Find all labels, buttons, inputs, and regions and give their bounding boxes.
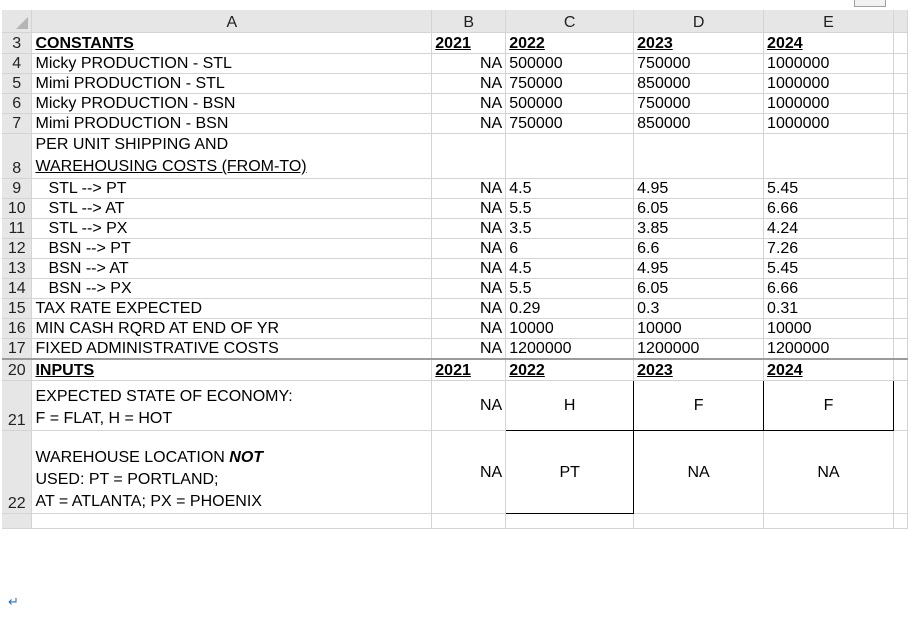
cell[interactable]: 1200000 [506, 339, 634, 360]
row-header[interactable]: 5 [2, 74, 32, 94]
cell[interactable]: NA [432, 199, 506, 219]
cell[interactable] [506, 514, 634, 529]
cell[interactable]: 500000 [506, 94, 634, 114]
row-header[interactable]: 21 [2, 381, 32, 431]
input-cell-economy-2022[interactable]: H [506, 381, 634, 431]
cell[interactable]: 5.45 [764, 259, 894, 279]
row-header[interactable]: 17 [2, 339, 32, 360]
cell[interactable]: 2021 [432, 33, 506, 54]
row-header[interactable]: 20 [2, 359, 32, 381]
cell[interactable]: 6.05 [634, 279, 764, 299]
cell[interactable]: NA [432, 339, 506, 360]
cell-line: USED: PT = PORTLAND; [35, 471, 219, 488]
cell[interactable] [893, 219, 907, 239]
cell[interactable] [893, 279, 907, 299]
row-header[interactable]: 8 [2, 134, 32, 179]
cell[interactable]: 6.66 [764, 199, 894, 219]
cell[interactable]: 6 [506, 239, 634, 259]
cell[interactable] [893, 114, 907, 134]
cell[interactable]: 4.24 [764, 219, 894, 239]
cell[interactable]: NA [432, 74, 506, 94]
cell[interactable]: INPUTS [32, 359, 432, 381]
cell[interactable] [432, 514, 506, 529]
row-header[interactable]: 6 [2, 94, 32, 114]
cell[interactable]: BSN --> PX [32, 279, 432, 299]
cell[interactable]: 1200000 [634, 339, 764, 360]
cell[interactable]: 5.5 [506, 279, 634, 299]
cell[interactable] [893, 74, 907, 94]
column-header-c[interactable]: C [506, 10, 634, 33]
cell[interactable]: 2022 [506, 33, 634, 54]
select-all-corner[interactable] [2, 10, 32, 33]
cell[interactable]: 6.66 [764, 279, 894, 299]
table-row [2, 259, 908, 279]
window-top-strip [0, 0, 914, 8]
row-header[interactable]: 12 [2, 239, 32, 259]
table-row [2, 339, 908, 360]
table-row [2, 219, 908, 239]
cell[interactable]: NA [432, 54, 506, 74]
cell[interactable]: 0.29 [506, 299, 634, 319]
row-header[interactable]: 14 [2, 279, 32, 299]
column-header-row [2, 10, 908, 33]
column-header-f[interactable] [893, 10, 907, 33]
cell[interactable]: 1200000 [764, 339, 894, 360]
cell[interactable]: 4.95 [634, 179, 764, 199]
cell[interactable]: NA [432, 179, 506, 199]
column-header-e[interactable]: E [764, 10, 894, 33]
cell[interactable]: STL --> AT [32, 199, 432, 219]
spreadsheet-grid[interactable] [2, 10, 908, 583]
column-header-b[interactable]: B [432, 10, 506, 33]
cell[interactable] [893, 94, 907, 114]
cell[interactable]: Micky PRODUCTION - STL [32, 54, 432, 74]
row-header[interactable]: 7 [2, 114, 32, 134]
column-header-a[interactable]: A [32, 10, 432, 33]
row-header[interactable]: 4 [2, 54, 32, 74]
cell[interactable] [893, 359, 907, 381]
cell[interactable]: 2022 [506, 359, 634, 381]
cell-table [2, 10, 908, 529]
cell[interactable]: 10000 [634, 319, 764, 339]
input-cell-warehouse-2023[interactable]: NA [634, 431, 764, 514]
cell[interactable]: NA [432, 431, 506, 514]
cell[interactable]: 1000000 [764, 74, 894, 94]
cell[interactable]: CONSTANTS [32, 33, 432, 54]
cell[interactable] [634, 514, 764, 529]
row-header[interactable] [2, 514, 32, 529]
cell[interactable]: NA [432, 259, 506, 279]
cell[interactable] [893, 299, 907, 319]
row-header[interactable]: 9 [2, 179, 32, 199]
table-row [2, 239, 908, 259]
cell[interactable]: TAX RATE EXPECTED [32, 299, 432, 319]
cell[interactable]: 0.3 [634, 299, 764, 319]
cell[interactable]: 10000 [764, 319, 894, 339]
cell-line: AT = ATLANTA; PX = PHOENIX [35, 493, 262, 510]
cell[interactable]: NA [432, 94, 506, 114]
cell[interactable] [893, 199, 907, 219]
cell[interactable] [893, 259, 907, 279]
table-row [2, 279, 908, 299]
cell[interactable] [32, 431, 432, 514]
row-header[interactable]: 22 [2, 431, 32, 514]
input-cell-economy-2024[interactable]: F [764, 381, 894, 431]
cell[interactable]: 6.05 [634, 199, 764, 219]
cell[interactable]: STL --> PX [32, 219, 432, 239]
cell[interactable]: 750000 [634, 94, 764, 114]
table-row [2, 299, 908, 319]
cell[interactable]: 6.6 [634, 239, 764, 259]
cell[interactable] [893, 239, 907, 259]
cell[interactable]: 4.5 [506, 259, 634, 279]
column-header-d[interactable]: D [634, 10, 764, 33]
cell-line: EXPECTED STATE OF ECONOMY: [35, 388, 293, 405]
table-row [2, 33, 908, 54]
cell[interactable] [634, 134, 764, 179]
cell[interactable]: 1000000 [764, 114, 894, 134]
cell[interactable] [893, 319, 907, 339]
cell[interactable] [893, 514, 907, 529]
cell[interactable]: 750000 [506, 74, 634, 94]
cell-line: PER UNIT SHIPPING AND [35, 136, 229, 153]
cell[interactable]: 500000 [506, 54, 634, 74]
row-header[interactable]: 10 [2, 199, 32, 219]
cell[interactable]: 850000 [634, 114, 764, 134]
cell[interactable]: 2021 [432, 359, 506, 381]
cell[interactable] [764, 514, 894, 529]
cell[interactable]: 5.5 [506, 199, 634, 219]
cell[interactable]: NA [432, 319, 506, 339]
cell[interactable]: 4.5 [506, 179, 634, 199]
cell[interactable] [432, 134, 506, 179]
cell-text: WAREHOUSE LOCATION [35, 449, 230, 466]
cell[interactable]: NA [432, 299, 506, 319]
cell[interactable]: BSN --> AT [32, 259, 432, 279]
input-cell-warehouse-2022[interactable]: PT [506, 431, 634, 514]
cell[interactable]: 1000000 [764, 54, 894, 74]
cell[interactable] [893, 134, 907, 179]
cell[interactable]: 3.5 [506, 219, 634, 239]
cell[interactable]: 2024 [764, 33, 894, 54]
cell[interactable] [893, 179, 907, 199]
cell-line [35, 447, 428, 469]
cell[interactable]: 750000 [506, 114, 634, 134]
cell-line: WAREHOUSING COSTS (FROM-TO) [35, 158, 307, 175]
table-row [2, 114, 908, 134]
table-row [2, 199, 908, 219]
cell[interactable]: FIXED ADMINISTRATIVE COSTS [32, 339, 432, 360]
cell[interactable]: Micky PRODUCTION - BSN [32, 94, 432, 114]
table-row [2, 179, 908, 199]
cell[interactable] [32, 381, 432, 431]
table-row [2, 359, 908, 381]
cell[interactable] [764, 134, 894, 179]
cell[interactable]: NA [432, 114, 506, 134]
table-row [2, 134, 908, 179]
cell-line: F = FLAT, H = HOT [35, 410, 173, 427]
cell[interactable]: 5.45 [764, 179, 894, 199]
cell-text-emphasis: NOT [229, 449, 264, 466]
table-row [2, 94, 908, 114]
cell[interactable] [893, 431, 907, 514]
cell[interactable]: 0.31 [764, 299, 894, 319]
cell[interactable] [32, 514, 432, 529]
row-header[interactable]: 16 [2, 319, 32, 339]
table-row [2, 74, 908, 94]
cell[interactable]: NA [432, 279, 506, 299]
table-row [2, 54, 908, 74]
input-cell-warehouse-2024[interactable]: NA [764, 431, 894, 514]
row-header[interactable]: 15 [2, 299, 32, 319]
cell[interactable]: 2023 [634, 359, 764, 381]
input-cell-economy-2023[interactable]: F [634, 381, 764, 431]
cell[interactable]: 7.26 [764, 239, 894, 259]
row-header[interactable]: 13 [2, 259, 32, 279]
table-row [2, 319, 908, 339]
cell[interactable]: 3.85 [634, 219, 764, 239]
top-right-control [854, 0, 886, 7]
cell[interactable]: NA [432, 219, 506, 239]
cell[interactable]: NA [432, 381, 506, 431]
table-row-partial [2, 514, 908, 529]
cell[interactable] [893, 54, 907, 74]
cell[interactable]: 1000000 [764, 94, 894, 114]
cell[interactable] [506, 134, 634, 179]
cell[interactable]: BSN --> PT [32, 239, 432, 259]
cell[interactable]: NA [432, 239, 506, 259]
cell[interactable] [893, 33, 907, 54]
cell[interactable]: Mimi PRODUCTION - BSN [32, 114, 432, 134]
row-header[interactable]: 3 [2, 33, 32, 54]
row-header[interactable]: 11 [2, 219, 32, 239]
cell[interactable]: 4.95 [634, 259, 764, 279]
cell[interactable]: Mimi PRODUCTION - STL [32, 74, 432, 94]
cell[interactable] [893, 381, 907, 431]
cell[interactable]: MIN CASH RQRD AT END OF YR [32, 319, 432, 339]
cell[interactable]: 2023 [634, 33, 764, 54]
cell[interactable] [893, 339, 907, 360]
cell[interactable]: 750000 [634, 54, 764, 74]
table-row [2, 431, 908, 514]
cell[interactable]: 2024 [764, 359, 894, 381]
cell[interactable]: 850000 [634, 74, 764, 94]
table-row [2, 381, 908, 431]
cell[interactable]: STL --> PT [32, 179, 432, 199]
cell[interactable] [32, 134, 432, 179]
cell[interactable]: 10000 [506, 319, 634, 339]
return-arrow-icon: ↵ [8, 594, 19, 609]
